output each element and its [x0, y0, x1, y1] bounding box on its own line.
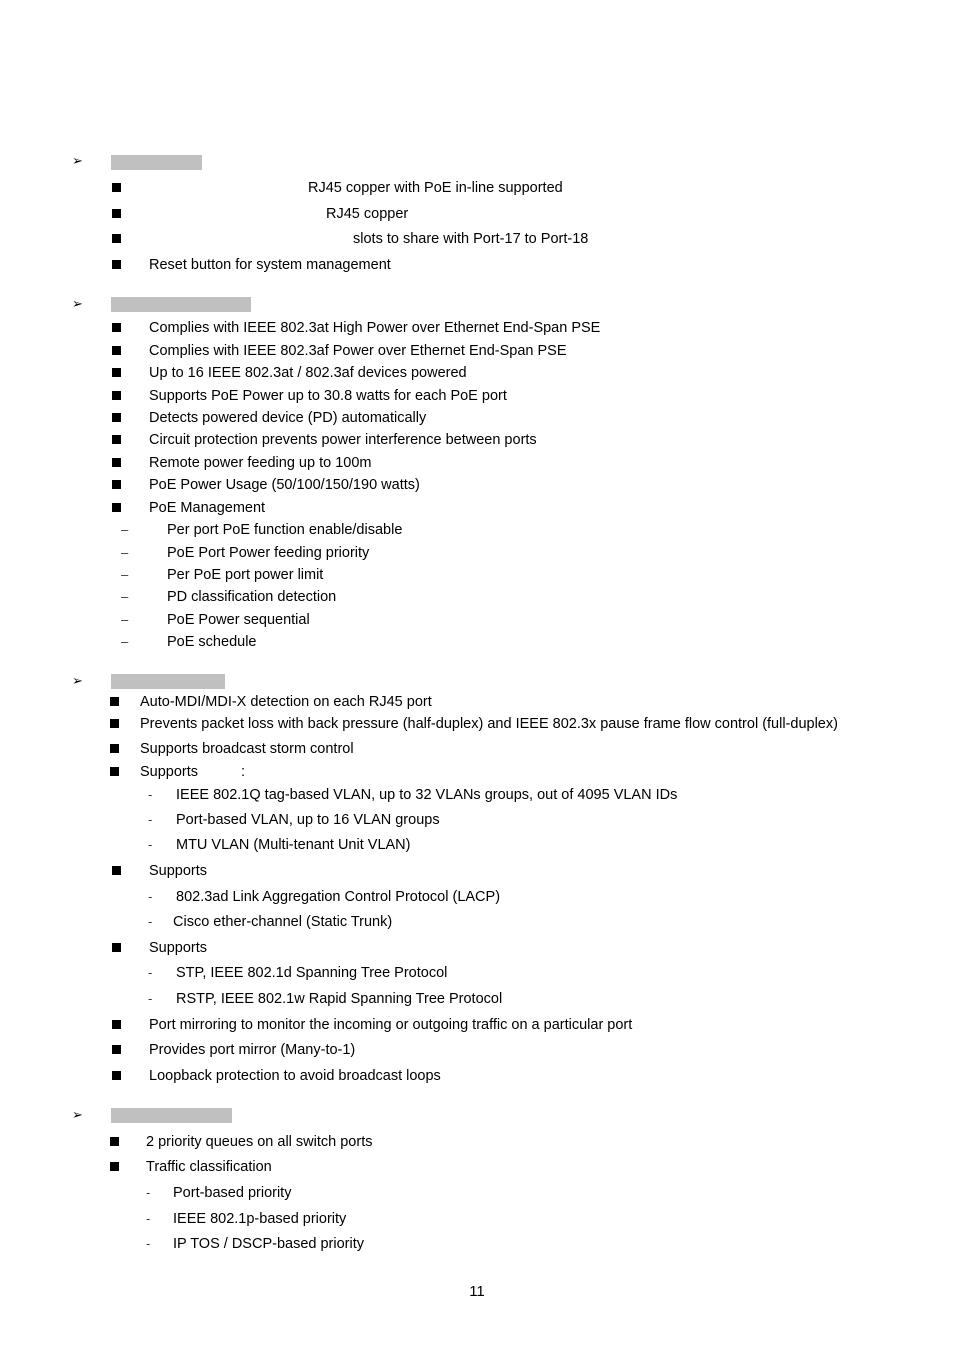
hyphen-marker: - — [146, 1236, 151, 1251]
sub-list-item: Port-based VLAN, up to 16 VLAN groups — [176, 812, 440, 828]
bullet-square-icon — [112, 234, 121, 243]
bullet-square-icon — [112, 1020, 121, 1029]
bullet-square-icon — [110, 697, 119, 706]
hyphen-marker: - — [148, 787, 153, 802]
bullet-square-icon — [112, 368, 121, 377]
colon-text: : — [241, 764, 246, 780]
sub-list-item: Port-based priority — [173, 1185, 292, 1201]
list-item: RJ45 copper with PoE in-line supported — [308, 180, 563, 196]
list-item: PoE Power Usage (50/100/150/190 watts) — [149, 477, 420, 493]
bullet-square-icon — [110, 744, 119, 753]
bullet-square-icon — [112, 480, 121, 489]
section-arrow-icon: ➢ — [72, 1108, 83, 1123]
bullet-square-icon — [112, 943, 121, 952]
dash-marker: – — [121, 545, 129, 560]
bullet-square-icon — [110, 767, 119, 776]
section-arrow-icon: ➢ — [72, 674, 83, 689]
list-item: Prevents packet loss with back pressure (half-duplex) and IEEE 802.3x pause frame flow control (full-duplex) — [140, 716, 838, 732]
bullet-square-icon — [112, 260, 121, 269]
list-item: Reset button for system management — [149, 257, 391, 273]
section-arrow-icon: ➢ — [72, 154, 83, 169]
list-item: RJ45 copper — [326, 206, 409, 222]
sub-list-item: MTU VLAN (Multi-tenant Unit VLAN) — [176, 837, 411, 853]
hyphen-marker: - — [146, 1211, 151, 1226]
list-item: Complies with IEEE 802.3af Power over Ethernet End-Span PSE — [149, 343, 567, 359]
bullet-square-icon — [112, 458, 121, 467]
bullet-square-icon — [112, 323, 121, 332]
bullet-square-icon — [112, 866, 121, 875]
dash-marker: – — [121, 634, 129, 649]
list-item: Circuit protection prevents power interference between ports — [149, 432, 537, 448]
sub-list-item: Per port PoE function enable/disable — [167, 522, 403, 538]
sub-list-item: STP, IEEE 802.1d Spanning Tree Protocol — [176, 965, 448, 981]
list-item: 2 priority queues on all switch ports — [146, 1134, 373, 1150]
sub-list-item: 802.3ad Link Aggregation Control Protocol (LACP) — [176, 889, 501, 905]
list-item: Port mirroring to monitor the incoming or outgoing traffic on a particular port — [149, 1017, 633, 1033]
sub-list-item: IEEE 802.1p-based priority — [173, 1211, 347, 1227]
bullet-square-icon — [110, 1137, 119, 1146]
page-number: 11 — [469, 1283, 485, 1300]
list-item: Detects powered device (PD) automatically — [149, 410, 427, 426]
list-item: Supports — [149, 940, 208, 956]
dash-marker: – — [121, 522, 129, 537]
list-item: Supports PoE Power up to 30.8 watts for each PoE port — [149, 388, 507, 404]
bullet-square-icon — [112, 1045, 121, 1054]
bullet-square-icon — [112, 503, 121, 512]
list-item: Up to 16 IEEE 802.3at / 802.3af devices powered — [149, 365, 467, 381]
hyphen-marker: - — [148, 812, 153, 827]
bullet-square-icon — [110, 1162, 119, 1171]
sub-list-item: PD classification detection — [167, 589, 337, 605]
bullet-square-icon — [110, 719, 119, 728]
list-item: Traffic classification — [146, 1159, 272, 1175]
bullet-square-icon — [112, 391, 121, 400]
section-heading-redacted — [111, 1108, 232, 1123]
sub-list-item: Cisco ether-channel (Static Trunk) — [173, 914, 393, 930]
bullet-square-icon — [112, 413, 121, 422]
list-item: PoE Management — [149, 500, 266, 516]
section-arrow-icon: ➢ — [72, 297, 83, 312]
list-item: Supports broadcast storm control — [140, 741, 354, 757]
hyphen-marker: - — [148, 837, 153, 852]
bullet-square-icon — [112, 183, 121, 192]
list-item: Loopback protection to avoid broadcast loops — [149, 1068, 441, 1084]
bullet-square-icon — [112, 435, 121, 444]
sub-list-item: PoE Port Power feeding priority — [167, 545, 370, 561]
dash-marker: – — [121, 612, 129, 627]
bullet-square-icon — [112, 209, 121, 218]
section-heading-redacted — [111, 297, 251, 312]
list-item: Complies with IEEE 802.3at High Power over Ethernet End-Span PSE — [149, 320, 601, 336]
list-item: Supports — [149, 863, 208, 879]
bullet-square-icon — [112, 1071, 121, 1080]
hyphen-marker: - — [148, 889, 153, 904]
section-heading-redacted — [111, 674, 225, 689]
dash-marker: – — [121, 589, 129, 604]
hyphen-marker: - — [146, 1185, 151, 1200]
list-item: slots to share with Port-17 to Port-18 — [353, 231, 589, 247]
sub-list-item: PoE schedule — [167, 634, 257, 650]
hyphen-marker: - — [148, 991, 153, 1006]
sub-list-item: RSTP, IEEE 802.1w Rapid Spanning Tree Protocol — [176, 991, 503, 1007]
sub-list-item: PoE Power sequential — [167, 612, 310, 628]
list-item: Provides port mirror (Many-to-1) — [149, 1042, 356, 1058]
sub-list-item: IEEE 802.1Q tag-based VLAN, up to 32 VLANs groups, out of 4095 VLAN IDs — [176, 787, 678, 803]
list-item: Auto-MDI/MDI-X detection on each RJ45 port — [140, 694, 432, 710]
list-item: Remote power feeding up to 100m — [149, 455, 372, 471]
bullet-square-icon — [112, 346, 121, 355]
dash-marker: – — [121, 567, 129, 582]
hyphen-marker: - — [148, 965, 153, 980]
sub-list-item: IP TOS / DSCP-based priority — [173, 1236, 364, 1252]
list-item: Supports — [140, 764, 199, 780]
sub-list-item: Per PoE port power limit — [167, 567, 324, 583]
section-heading-redacted — [111, 155, 202, 170]
hyphen-marker: - — [148, 914, 153, 929]
